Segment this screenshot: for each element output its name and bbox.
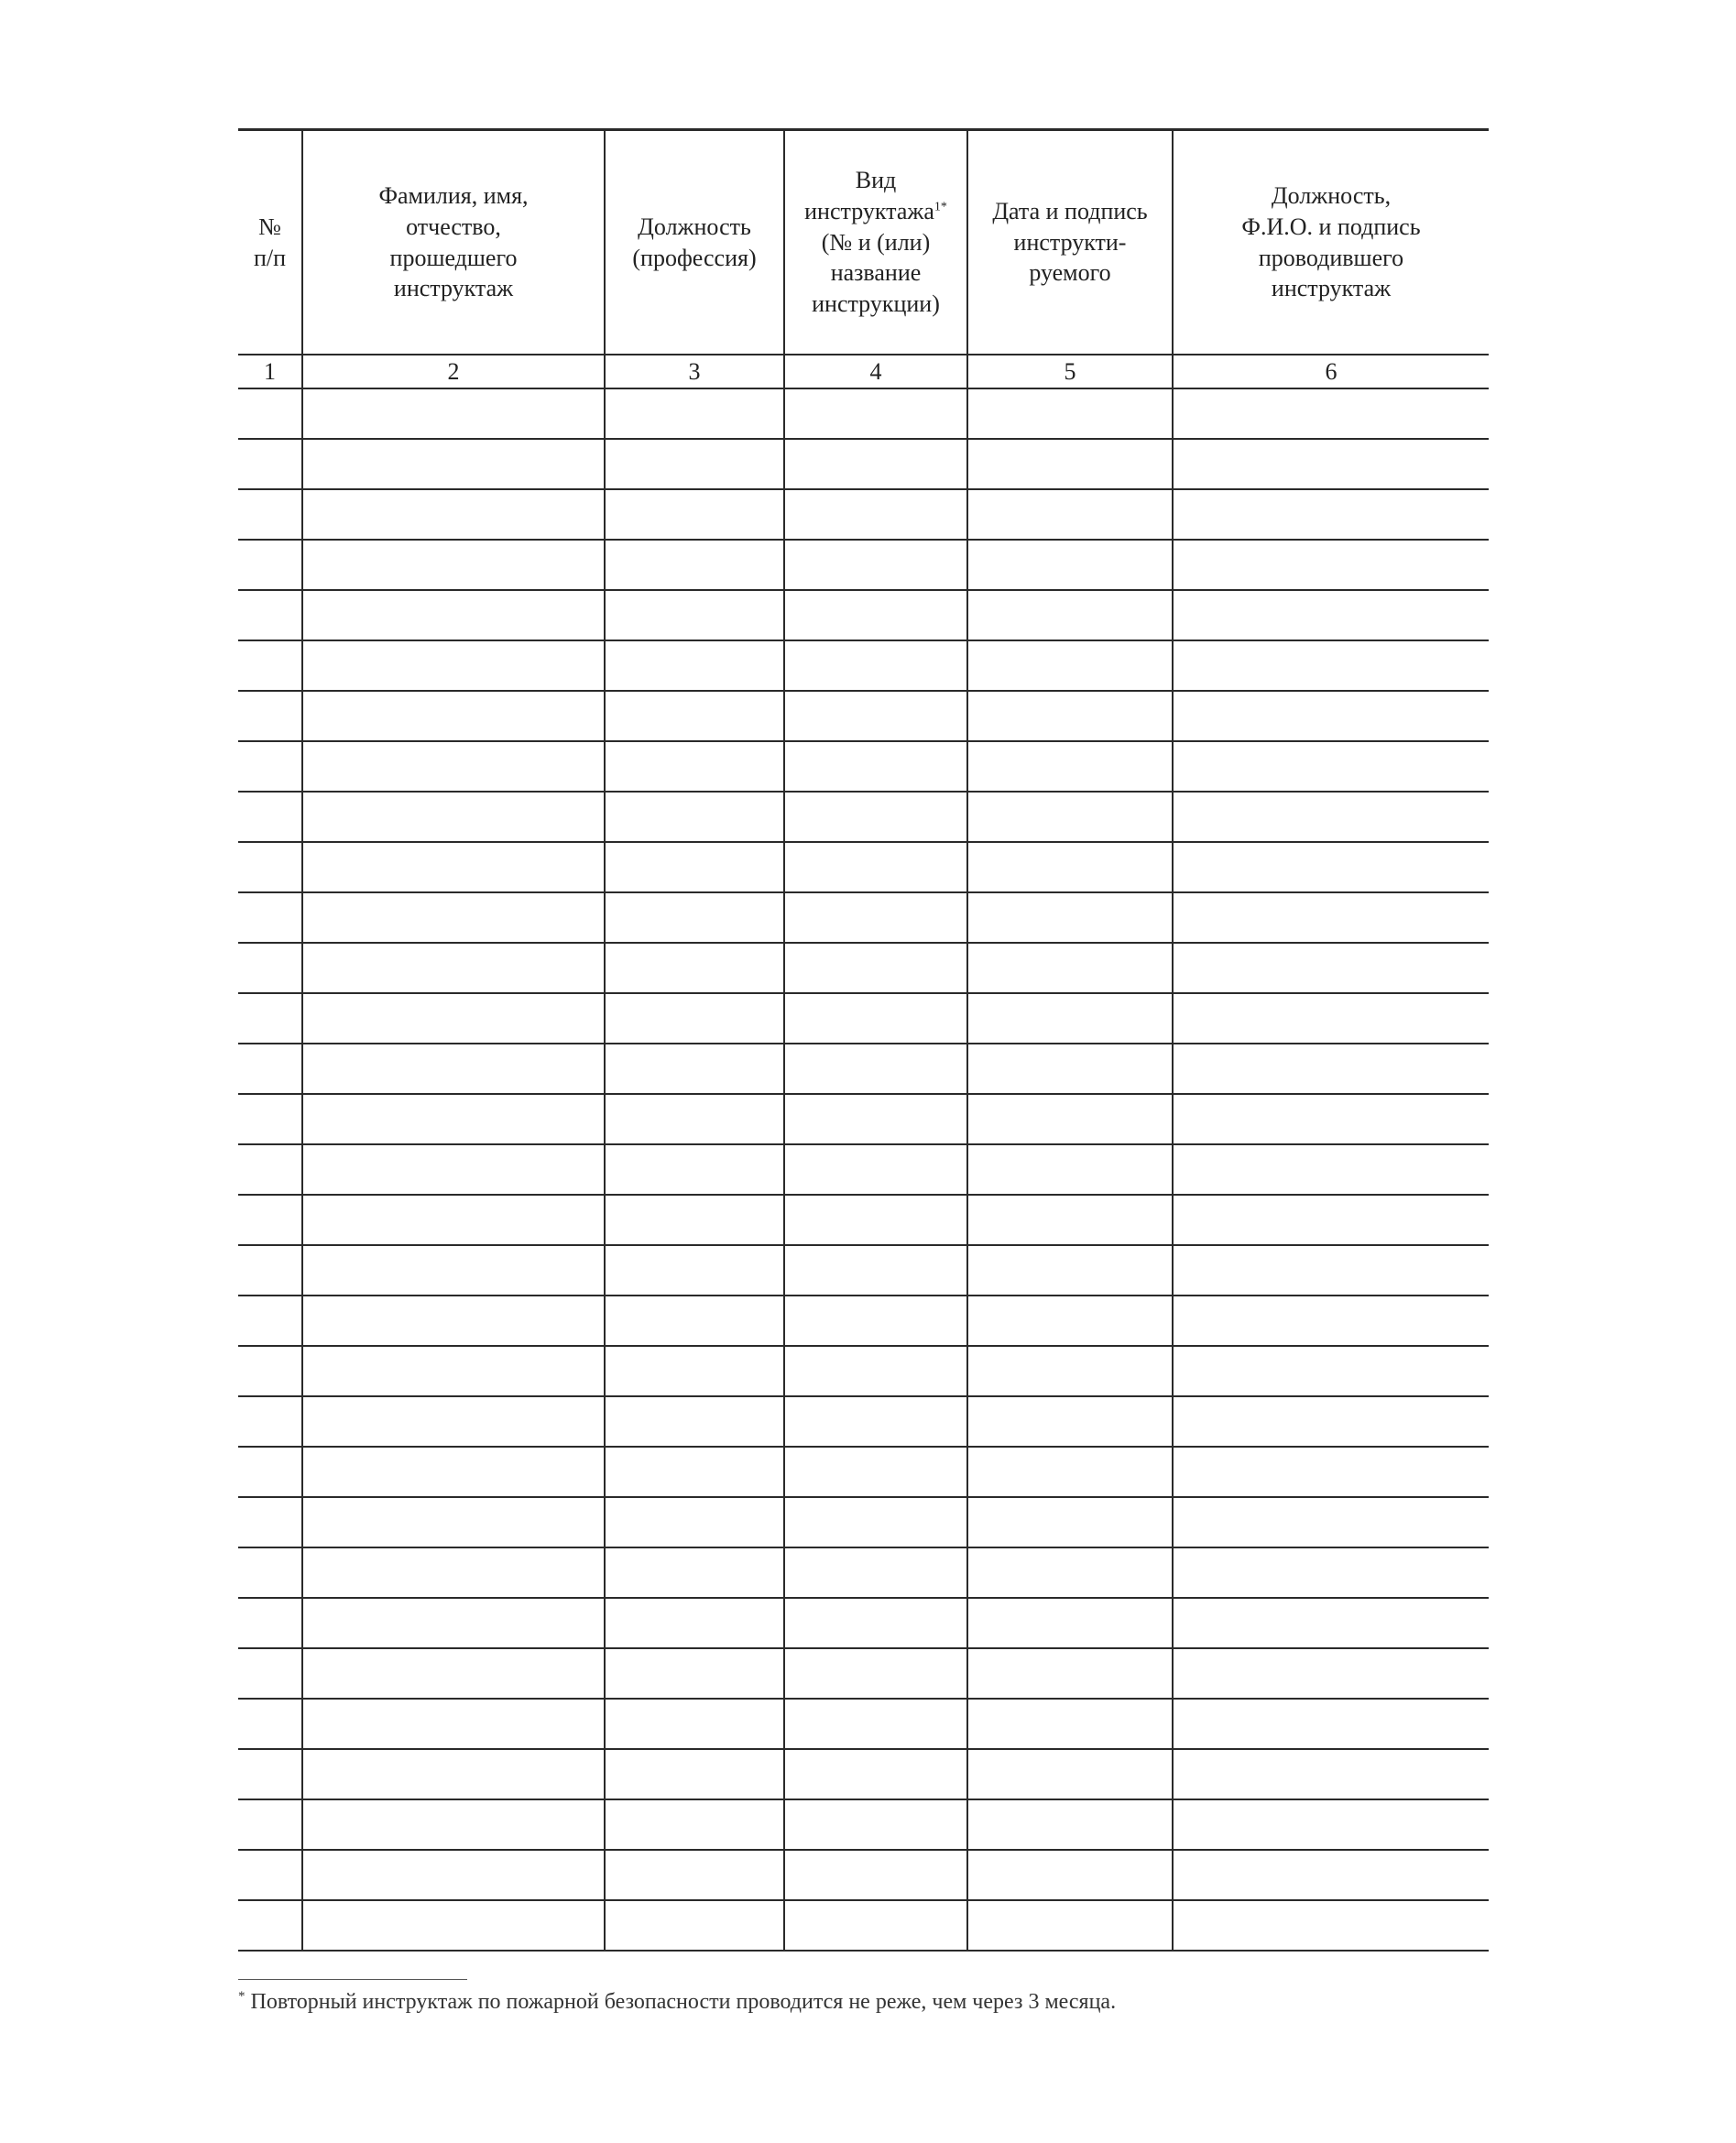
- table-cell: [784, 892, 967, 943]
- column-number-row: [238, 355, 1489, 388]
- table-cell: [1173, 1547, 1489, 1598]
- table-row: [238, 540, 1489, 590]
- table-cell: [967, 1296, 1173, 1346]
- table-cell: [967, 741, 1173, 792]
- table-cell: [1173, 1195, 1489, 1245]
- table-cell: [238, 1749, 302, 1799]
- table-row: [238, 1749, 1489, 1799]
- table-cell: [1173, 842, 1489, 892]
- table-row: [238, 1900, 1489, 1951]
- table-cell: [302, 388, 605, 439]
- table-cell: [1173, 1497, 1489, 1547]
- table-body: [238, 388, 1489, 1951]
- footnote: [238, 1990, 1116, 2015]
- table-row: [238, 1850, 1489, 1900]
- table-cell: [1173, 892, 1489, 943]
- table-cell: [1173, 1245, 1489, 1296]
- table-cell: [967, 792, 1173, 842]
- table-cell: [302, 1648, 605, 1699]
- table-cell: [784, 590, 967, 640]
- table-cell: [302, 1296, 605, 1346]
- table-cell: [967, 1648, 1173, 1699]
- table-cell: [967, 993, 1173, 1044]
- table-cell: [784, 388, 967, 439]
- table-cell: [238, 590, 302, 640]
- table-cell: [1173, 943, 1489, 993]
- table-cell: [784, 1497, 967, 1547]
- header-number-text: № п/п: [253, 213, 287, 271]
- column-number: 3: [605, 355, 784, 388]
- table-cell: [784, 1044, 967, 1094]
- table-cell: [784, 1900, 967, 1951]
- table-cell: [302, 892, 605, 943]
- table-cell: [967, 1144, 1173, 1195]
- table-cell: [302, 993, 605, 1044]
- table-cell: [605, 1547, 784, 1598]
- table-cell: [784, 1195, 967, 1245]
- table-cell: [302, 1346, 605, 1396]
- table-cell: [784, 1094, 967, 1144]
- column-number: 6: [1173, 355, 1489, 388]
- table-cell: [605, 439, 784, 489]
- table-cell: [238, 1699, 302, 1749]
- table-cell: [238, 792, 302, 842]
- table-row: [238, 792, 1489, 842]
- table-row: [238, 1648, 1489, 1699]
- table-row: [238, 1144, 1489, 1195]
- table-cell: [967, 1497, 1173, 1547]
- table-cell: [605, 1749, 784, 1799]
- table-row: [238, 892, 1489, 943]
- footnote-marker: *: [238, 1989, 246, 2004]
- header-trainee-date-signature-text: Дата и подпись инструкти- руемого: [992, 197, 1148, 287]
- table-cell: [238, 640, 302, 691]
- table-row: [238, 943, 1489, 993]
- table-cell: [1173, 1296, 1489, 1346]
- table-cell: [302, 1749, 605, 1799]
- table-cell: [967, 540, 1173, 590]
- table-cell: [605, 943, 784, 993]
- table-cell: [302, 1497, 605, 1547]
- table-cell: [302, 1699, 605, 1749]
- table-cell: [302, 1245, 605, 1296]
- table-cell: [784, 741, 967, 792]
- header-position-text: Должность (профессия): [632, 213, 757, 271]
- table-cell: [967, 590, 1173, 640]
- header-briefing-type: [784, 130, 967, 355]
- table-cell: [302, 1396, 605, 1447]
- table-cell: [605, 1850, 784, 1900]
- table-cell: [967, 1346, 1173, 1396]
- table-row: [238, 741, 1489, 792]
- table-cell: [605, 1447, 784, 1497]
- table-cell: [302, 792, 605, 842]
- header-briefing-type-footnote-mark: 1*: [934, 200, 947, 214]
- table-cell: [967, 842, 1173, 892]
- table-row: [238, 388, 1489, 439]
- table-cell: [302, 842, 605, 892]
- table-row: [238, 1396, 1489, 1447]
- table-cell: [605, 1044, 784, 1094]
- table-cell: [1173, 489, 1489, 540]
- table-cell: [238, 439, 302, 489]
- table-cell: [605, 1094, 784, 1144]
- table-cell: [967, 1396, 1173, 1447]
- table-cell: [238, 1296, 302, 1346]
- table-cell: [238, 1044, 302, 1094]
- table-cell: [784, 1447, 967, 1497]
- table-cell: [784, 1296, 967, 1346]
- table-cell: [784, 792, 967, 842]
- table-row: [238, 1044, 1489, 1094]
- table-cell: [238, 943, 302, 993]
- table-cell: [1173, 792, 1489, 842]
- footnote-text: Повторный инструктаж по пожарной безопасности проводится не реже, чем через 3 месяца.: [245, 1990, 1117, 2014]
- table-row: [238, 1547, 1489, 1598]
- table-cell: [302, 1547, 605, 1598]
- table-cell: [784, 943, 967, 993]
- table-cell: [1173, 1799, 1489, 1850]
- table-row: [238, 993, 1489, 1044]
- table-cell: [605, 741, 784, 792]
- table-cell: [605, 1648, 784, 1699]
- table-cell: [784, 842, 967, 892]
- table-cell: [967, 1447, 1173, 1497]
- table-cell: [784, 1799, 967, 1850]
- table-cell: [605, 1144, 784, 1195]
- table-cell: [784, 489, 967, 540]
- table-cell: [605, 691, 784, 741]
- table-cell: [1173, 993, 1489, 1044]
- table-cell: [605, 1296, 784, 1346]
- table-cell: [784, 1699, 967, 1749]
- table-cell: [1173, 1699, 1489, 1749]
- table-cell: [784, 993, 967, 1044]
- table-cell: [605, 1598, 784, 1648]
- table-cell: [238, 489, 302, 540]
- table-cell: [1173, 1749, 1489, 1799]
- table-cell: [967, 1245, 1173, 1296]
- table-cell: [967, 1195, 1173, 1245]
- table-cell: [238, 1598, 302, 1648]
- table-cell: [238, 1648, 302, 1699]
- header-instructor-text: Должность, Ф.И.О. и подпись проводившего инструктаж: [1241, 181, 1421, 302]
- table-cell: [967, 1547, 1173, 1598]
- table-row: [238, 640, 1489, 691]
- table-cell: [967, 892, 1173, 943]
- header-number: [238, 130, 302, 355]
- table-cell: [605, 1799, 784, 1850]
- table-cell: [302, 691, 605, 741]
- table-cell: [967, 439, 1173, 489]
- table-cell: [784, 640, 967, 691]
- table-row: [238, 1094, 1489, 1144]
- table-cell: [784, 691, 967, 741]
- table-cell: [967, 1850, 1173, 1900]
- table-cell: [605, 540, 784, 590]
- column-number: 1: [238, 355, 302, 388]
- table-cell: [605, 388, 784, 439]
- table-cell: [784, 1396, 967, 1447]
- table-cell: [784, 1245, 967, 1296]
- table-cell: [1173, 1044, 1489, 1094]
- table-row: [238, 1699, 1489, 1749]
- table-cell: [1173, 691, 1489, 741]
- table-row: [238, 1245, 1489, 1296]
- table-cell: [238, 1447, 302, 1497]
- table-cell: [784, 439, 967, 489]
- table-cell: [605, 792, 784, 842]
- table-cell: [302, 1598, 605, 1648]
- table-row: [238, 1195, 1489, 1245]
- table-cell: [238, 540, 302, 590]
- table-row: [238, 1447, 1489, 1497]
- table-cell: [1173, 540, 1489, 590]
- table-cell: [238, 1195, 302, 1245]
- table-cell: [605, 590, 784, 640]
- header-briefing-type-line2: (№ и (или) название инструкции): [812, 228, 940, 318]
- table-cell: [302, 1799, 605, 1850]
- table-cell: [1173, 1094, 1489, 1144]
- table-cell: [967, 691, 1173, 741]
- table-cell: [302, 1447, 605, 1497]
- footnote-divider: [238, 1979, 467, 1980]
- table-row: [238, 1799, 1489, 1850]
- table-cell: [302, 741, 605, 792]
- table-cell: [302, 439, 605, 489]
- table-cell: [1173, 1598, 1489, 1648]
- table-cell: [1173, 741, 1489, 792]
- table-cell: [1173, 590, 1489, 640]
- table-cell: [238, 842, 302, 892]
- table-cell: [302, 943, 605, 993]
- table-cell: [605, 993, 784, 1044]
- table-cell: [967, 943, 1173, 993]
- table-cell: [784, 1648, 967, 1699]
- column-number: 2: [302, 355, 605, 388]
- table-cell: [1173, 1346, 1489, 1396]
- header-position: [605, 130, 784, 355]
- table-cell: [784, 1598, 967, 1648]
- table-cell: [302, 590, 605, 640]
- column-number: 4: [784, 355, 967, 388]
- table-cell: [967, 1900, 1173, 1951]
- table-cell: [967, 1699, 1173, 1749]
- table-cell: [238, 1547, 302, 1598]
- table-cell: [1173, 1900, 1489, 1951]
- header-full-name: [302, 130, 605, 355]
- table-cell: [1173, 1396, 1489, 1447]
- table-cell: [302, 1094, 605, 1144]
- table-cell: [302, 1850, 605, 1900]
- table-cell: [302, 1900, 605, 1951]
- table-cell: [1173, 640, 1489, 691]
- table-cell: [1173, 388, 1489, 439]
- table-cell: [1173, 1648, 1489, 1699]
- table-cell: [302, 1144, 605, 1195]
- table-cell: [302, 640, 605, 691]
- column-number: 5: [967, 355, 1173, 388]
- table-row: [238, 1497, 1489, 1547]
- table-cell: [238, 1497, 302, 1547]
- table-cell: [302, 1195, 605, 1245]
- table-cell: [784, 1749, 967, 1799]
- table-cell: [605, 842, 784, 892]
- header-full-name-text: Фамилия, имя, отчество, прошедшего инструктаж: [378, 181, 529, 302]
- table-cell: [1173, 1850, 1489, 1900]
- table-cell: [1173, 1447, 1489, 1497]
- table-cell: [605, 1900, 784, 1951]
- table-cell: [605, 1195, 784, 1245]
- table-cell: [605, 1396, 784, 1447]
- table-row: [238, 1296, 1489, 1346]
- table-cell: [238, 1144, 302, 1195]
- header-trainee-date-signature: [967, 130, 1173, 355]
- header-row: [238, 130, 1489, 355]
- table-cell: [238, 741, 302, 792]
- table-cell: [967, 388, 1173, 439]
- table-cell: [238, 1799, 302, 1850]
- table-cell: [967, 1749, 1173, 1799]
- table-cell: [302, 1044, 605, 1094]
- table-cell: [967, 1799, 1173, 1850]
- header-briefing-type-line1: Вид инструктажа: [804, 167, 934, 224]
- table-cell: [784, 540, 967, 590]
- table-cell: [784, 1144, 967, 1195]
- table-row: [238, 439, 1489, 489]
- table-cell: [784, 1547, 967, 1598]
- table-cell: [238, 388, 302, 439]
- header-instructor: [1173, 130, 1489, 355]
- table-cell: [605, 1245, 784, 1296]
- table-cell: [605, 892, 784, 943]
- table-cell: [1173, 439, 1489, 489]
- table-cell: [238, 993, 302, 1044]
- table-cell: [605, 489, 784, 540]
- table-cell: [967, 1598, 1173, 1648]
- table-cell: [238, 1850, 302, 1900]
- table-cell: [238, 1346, 302, 1396]
- table-cell: [302, 540, 605, 590]
- table-cell: [967, 1094, 1173, 1144]
- table-row: [238, 590, 1489, 640]
- table-cell: [784, 1346, 967, 1396]
- table-cell: [238, 1900, 302, 1951]
- table-cell: [605, 1699, 784, 1749]
- table-cell: [238, 1396, 302, 1447]
- table-cell: [784, 1850, 967, 1900]
- table-row: [238, 842, 1489, 892]
- table-cell: [302, 489, 605, 540]
- table-cell: [967, 1044, 1173, 1094]
- instruction-log-table: [238, 128, 1489, 1952]
- table-cell: [605, 1497, 784, 1547]
- table-cell: [238, 892, 302, 943]
- table-cell: [1173, 1144, 1489, 1195]
- table-cell: [605, 1346, 784, 1396]
- table-row: [238, 1598, 1489, 1648]
- table-cell: [967, 640, 1173, 691]
- table-cell: [238, 691, 302, 741]
- table-cell: [967, 489, 1173, 540]
- table-row: [238, 691, 1489, 741]
- table-row: [238, 489, 1489, 540]
- table-cell: [238, 1245, 302, 1296]
- table-cell: [238, 1094, 302, 1144]
- table-cell: [605, 640, 784, 691]
- table-row: [238, 1346, 1489, 1396]
